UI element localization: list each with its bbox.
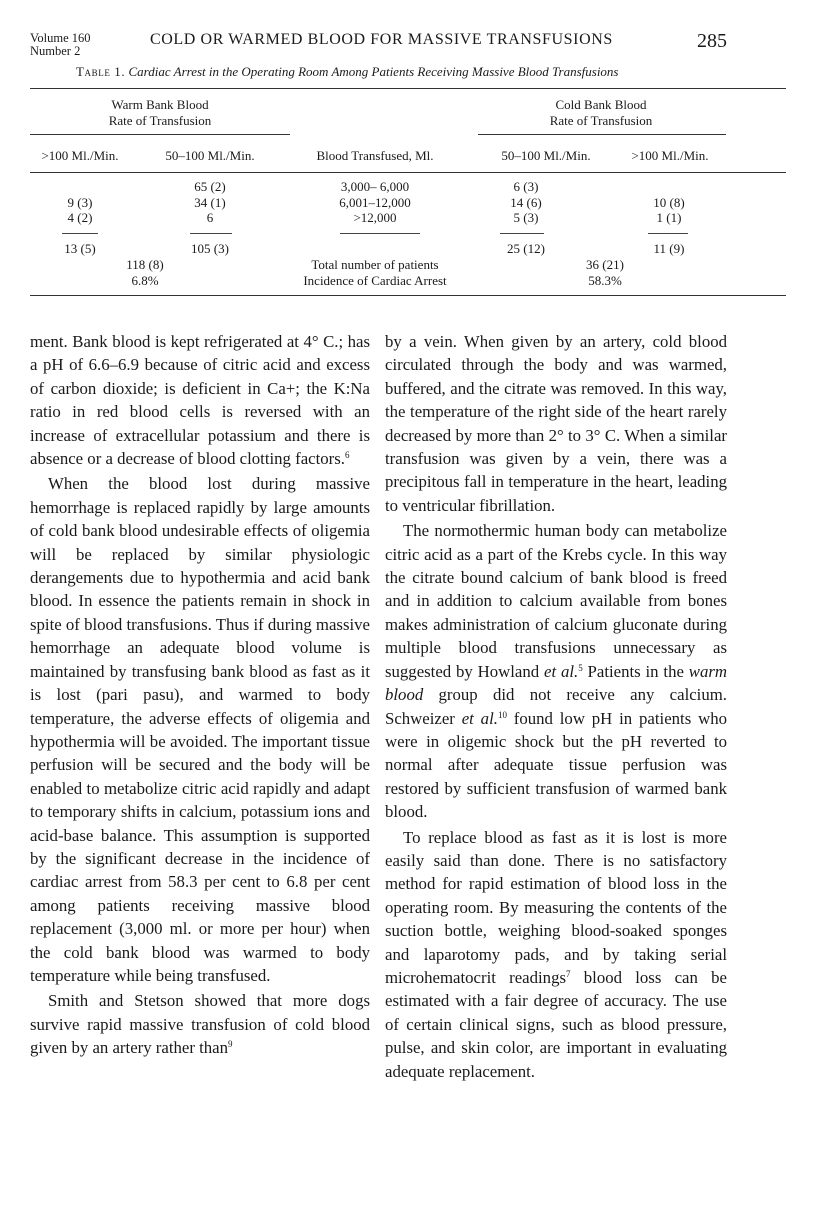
left-column [30,330,370,1060]
reference-marker: 10 [497,709,507,720]
subtotal-cell: 13 (5) [64,241,96,256]
table-cell: 14 (6) [510,195,542,210]
paragraph [30,989,370,1059]
header-bottom-rule [30,172,786,173]
table-cell: 5 (3) [513,210,539,225]
paragraph-text: Smith and Stetson showed that more dogs survive rapid massive transfusion of cold blood given by an artery rather than [30,991,370,1058]
subtotal-cell: 11 (9) [653,241,685,256]
table-top-rule [30,88,786,89]
reference-marker: 7 [566,968,571,979]
reference-marker: 6 [344,450,350,461]
table-caption [76,64,619,80]
et-al: et al. [461,708,498,728]
table-cell: 34 (1) [194,195,226,210]
sum-dash [648,233,688,234]
total-label: Total number of patients [311,257,439,272]
incidence-label: Incidence of Cardiac Arrest [303,273,447,288]
running-header-volume [30,32,91,58]
column-header: >100 Ml./Min. [631,148,709,163]
paragraph-text: Patients in the [587,661,684,681]
et-al: et al. [544,661,579,681]
paragraph-text: blood loss can be estimated with a fair degree of accuracy. The use of certain clinical signs, such as blood pressure, pulse, and skin color, are important in evaluating adequate replacement. [385,967,727,1081]
column-header: >100 Ml./Min. [41,148,119,163]
sum-dash [62,233,98,234]
table-label: Table 1. [76,64,126,79]
incidence-cold: 58.3% [588,273,622,288]
paragraph-text: To replace blood as fast as it is lost is more easily said than done. There is no satisfactory method for rapid estimation of blood loss in the operating room. By measuring the contents of the suction bottle, weighing blood-soaked sponges and laparotomy pads, and by taking serial microhematocrit readings [385,827,727,987]
paragraph: by a vein. When given by an artery, cold blood circulated through the body and was warmed, buffered, and the citrate was removed. In this way, the temperature of the right side of the heart rarely decreased by more than 2° to 3° C. When a similar transfusion was given by a vein, there was a precipitous fall in temperature in the heart, leading to ventricular fibrillation. [385,332,727,515]
table-cell: 4 (2) [67,210,93,225]
issue-number-label: Number 2 [30,44,81,58]
subtotal-cell: 105 (3) [191,241,229,256]
table-cell: 6,001–12,000 [339,195,411,210]
table-cell: 65 (2) [194,179,226,194]
paragraph [385,826,727,1083]
incidence-warm: 6.8% [131,273,159,288]
table-cell: 6 [206,210,214,225]
total-warm: 118 (8) [126,257,164,272]
paragraph-text: ment. Bank blood is kept refrigerated at 4° C.; has a pH of 6.6–6.9 because of citric acid and excess of carbon dioxide; is deficient in Ca+; the K:Na ratio in red blood cells is reversed with an increase of extracellular potassium and there is absence or a decrease of blood clotting factors. [30,332,370,469]
paragraph [30,330,370,470]
table-cell: 10 (8) [653,195,685,210]
warm-group-rule [30,134,290,135]
paragraph [385,519,727,823]
table-caption-text: Cardiac Arrest in the Operating Room Among Patients Receiving Massive Blood Transfusions [128,64,619,79]
table-cell: 3,000– 6,000 [340,179,410,194]
reference-marker: 9 [228,1039,233,1050]
table-cell: >12,000 [353,210,397,225]
cold-group-header: Cold Bank Blood Rate of Transfusion [549,97,653,128]
table-cell: 9 (3) [67,195,93,210]
subtotal-cell: 25 (12) [507,241,545,256]
paragraph: When the blood lost during massive hemorrhage is replaced rapidly by large amounts of cold bank blood undesirable effects of oligemia will be replaced by similar physiologic derangements due to hypothermia and acid bank blood. In essence the patients remain in shock in spite of blood transfusions. Thus if during massive hemorrhage an adequate blood volume is maintained by transfusing bank blood as fast as it is lost (pari pasu), and warmed to body temperature, the adverse effects of oligemia and hypothermia will be avoided. The important tissue perfusion will be secured and the body will be enabled to metabolize citric acid rapidly and adapt to temporary shifts in calcium, potassium ions and acid-base balance. This assumption is supported by the significant decrease in the incidence of cardiac arrest from 58.3 per cent to 6.8 per cent among patients receiving massive blood replacement (3,000 ml. or more per hour) when the cold bank blood was warmed to body temperature while being transfused. [30,474,370,985]
table-cell: 6 (3) [513,179,539,194]
table-cell: 1 (1) [656,210,682,225]
running-header-title: COLD OR WARMED BLOOD FOR MASSIVE TRANSFUSIONS [150,31,613,48]
right-column [385,330,727,1083]
sum-dash [190,233,232,234]
page-number: 285 [697,30,727,52]
warm-group-header: Warm Bank Blood Rate of Transfusion [108,97,212,128]
emphasis-text: warm blood [385,661,727,705]
table-bottom-rule [30,295,786,296]
sum-dash [500,233,544,234]
paragraph-text: found low pH in patients who were in oligemic shock but the pH reverted to normal after adequate tissue perfusion was restored by sufficient transfusion of warmed bank blood. [385,708,727,822]
sum-dash [340,233,420,234]
reference-marker: 5 [578,662,583,673]
paragraph-text: The normothermic human body can metabolize citric acid as a part of the Krebs cycle. In this way the citrate bound calcium of bank blood is freed and in addition to calcium available from bones makes administration of calcium gluconate during multiple blood transfusions unnecessary as suggested by Howland [385,521,727,681]
total-cold: 36 (21) [586,257,624,272]
paragraph-text: group did not receive any calcium. Schweizer [385,685,727,728]
cold-group-rule [478,134,726,135]
volume-label: Volume 160 [30,31,91,45]
column-header: Blood Transfused, Ml. [316,148,434,163]
column-header: 50–100 Ml./Min. [165,148,255,163]
column-header: 50–100 Ml./Min. [501,148,591,163]
